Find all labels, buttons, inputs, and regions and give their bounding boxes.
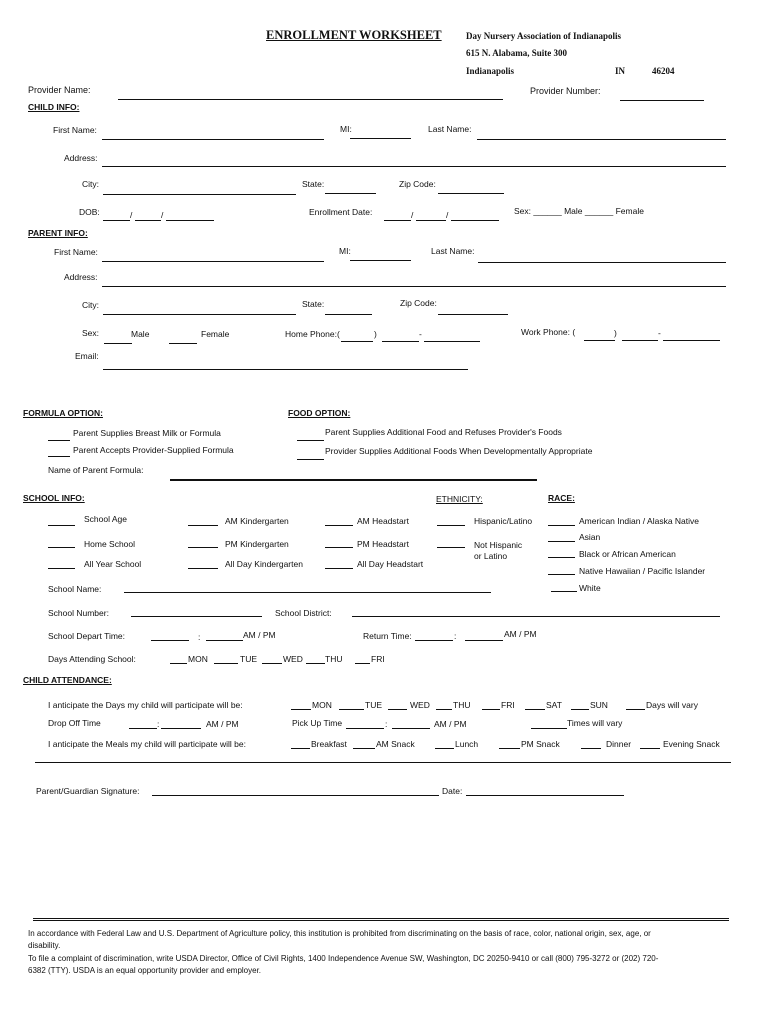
dob-month-field[interactable] [103, 220, 130, 221]
meal-dinner: Dinner [606, 739, 632, 749]
ethnicity-heading: ETHNICITY: [436, 494, 483, 504]
enroll-slash: / [446, 210, 449, 220]
race-asian: Asian [579, 532, 601, 542]
child-zip-field[interactable] [438, 193, 504, 194]
parent-state-label: State: [302, 299, 325, 309]
att-thu-blank[interactable] [436, 709, 452, 710]
pm-kindergarten: PM Kindergarten [225, 539, 289, 549]
pickup-hour-field[interactable] [346, 728, 384, 729]
parent-sex-female: Female [201, 329, 230, 339]
parent-address-label: Address: [64, 272, 98, 282]
work-phone-label: Work Phone: ( [521, 327, 576, 337]
depart-minute-field[interactable] [206, 640, 243, 641]
email-field[interactable] [103, 369, 468, 370]
signature-date-label: Date: [442, 786, 463, 796]
not-hispanic-blank[interactable] [437, 547, 465, 548]
all-year-blank[interactable] [48, 568, 75, 569]
formula-heading: FORMULA OPTION: [23, 408, 103, 418]
school-district-label: School District: [275, 608, 332, 618]
parent-state-field[interactable] [325, 314, 372, 315]
provider-name-label: Provider Name: [28, 85, 91, 95]
child-mi-field[interactable] [350, 138, 411, 139]
parent-formula-name-label: Name of Parent Formula: [48, 465, 144, 475]
am-kindergarten: AM Kindergarten [225, 516, 289, 526]
att-sun-blank[interactable] [571, 709, 589, 710]
parent-address-field[interactable] [102, 286, 726, 287]
child-dob-label: DOB: [79, 207, 100, 217]
allday-kindergarten: All Day Kindergarten [225, 559, 303, 569]
times-vary-blank[interactable] [531, 728, 567, 729]
section-divider [35, 762, 731, 763]
pm-h-blank[interactable] [325, 547, 353, 548]
nondiscrimination-statement: In accordance with Federal Law and U.S. Department of Agriculture policy, this institution is prohibited from discriminating on the basis of race, color, national origin, sex, age, or disability. [28, 929, 651, 950]
home-phone-prefix-field[interactable] [382, 341, 419, 342]
child-first-name-label: First Name: [53, 125, 97, 135]
school-thu-blank[interactable] [306, 663, 325, 664]
parent-formula-name-field[interactable] [170, 479, 537, 481]
lunch-blank[interactable] [435, 748, 454, 749]
race-american-indian: American Indian / Alaska Native [579, 516, 700, 526]
food-opt2-blank[interactable] [297, 459, 324, 460]
child-city-label: City: [82, 179, 99, 189]
not-hispanic-2: or Latino [474, 551, 508, 561]
parent-zip-label: Zip Code: [400, 298, 437, 308]
att-mon: MON [312, 700, 332, 710]
depart-ampm[interactable]: AM / PM [243, 630, 276, 640]
org-city: Indianapolis [466, 66, 515, 76]
school-age: School Age [84, 514, 128, 524]
school-wed: WED [283, 654, 303, 664]
child-state-field[interactable] [325, 193, 376, 194]
enroll-day-field[interactable] [416, 220, 446, 221]
parent-info-heading: PARENT INFO: [28, 228, 88, 238]
race-heading: RACE: [548, 493, 575, 503]
child-zip-label: Zip Code: [399, 179, 436, 189]
org-street: 615 N. Alabama, Suite 300 [466, 48, 568, 58]
hispanic-latino: Hispanic/Latino [474, 516, 533, 526]
attendance-heading: CHILD ATTENDANCE: [23, 675, 112, 685]
att-wed: WED [410, 700, 430, 710]
signature-date-field[interactable] [466, 795, 624, 796]
hispanic-blank[interactable] [437, 525, 465, 526]
allday-headstart: All Day Headstart [357, 559, 424, 569]
dob-year-field[interactable] [166, 220, 214, 221]
work-phone-area-field[interactable] [584, 340, 615, 341]
depart-colon: : [198, 632, 201, 642]
school-fri-blank[interactable] [355, 663, 370, 664]
return-minute-field[interactable] [465, 640, 503, 641]
att-sat-blank[interactable] [525, 709, 545, 710]
race-3-blank[interactable] [548, 557, 575, 558]
school-fri: FRI [371, 654, 385, 664]
race-1-blank[interactable] [548, 525, 575, 526]
home-phone-dash: - [419, 329, 422, 339]
pickup-ampm[interactable]: AM / PM [434, 719, 467, 729]
footer-divider [33, 918, 729, 921]
child-last-name-field[interactable] [477, 139, 726, 140]
parent-zip-field[interactable] [438, 314, 508, 315]
food-opt1-blank[interactable] [297, 440, 324, 441]
home-phone-paren: ) [374, 329, 377, 339]
depart-time-label: School Depart Time: [48, 631, 126, 641]
provider-name-field[interactable] [118, 99, 503, 100]
home-phone-label: Home Phone:( [285, 329, 340, 339]
meal-pm-snack: PM Snack [521, 739, 560, 749]
food-opt1: Parent Supplies Additional Food and Refuses Provider's Foods [325, 427, 562, 437]
complaint-statement: To file a complaint of discrimination, write USDA Director, Office of Civil Rights, 1400 Independence Avenue SW, Washington, DC 20250-9410 or call (800) 795-3272 or (202) 720-6382 (TTY). USDA is an equal opportunity provider and employer. [28, 954, 659, 975]
school-number-label: School Number: [48, 608, 109, 618]
child-first-name-field[interactable] [102, 139, 324, 140]
parent-mi-field[interactable] [350, 260, 411, 261]
work-phone-dash: - [658, 328, 661, 338]
days-attending-label: Days Attending School: [48, 654, 136, 664]
dropoff-colon: : [157, 719, 160, 729]
provider-number-field[interactable] [620, 100, 704, 101]
meal-breakfast: Breakfast [311, 739, 347, 749]
parent-sex-male: Male [131, 329, 150, 339]
parent-city-label: City: [82, 300, 99, 310]
school-name-field[interactable] [124, 592, 491, 593]
parent-last-name-label: Last Name: [431, 246, 475, 256]
parent-sex-female-blank[interactable] [169, 343, 197, 344]
race-2-blank[interactable] [548, 541, 575, 542]
school-number-field[interactable] [131, 616, 262, 617]
am-h-blank[interactable] [325, 525, 353, 526]
work-phone-prefix-field[interactable] [622, 340, 658, 341]
pickup-minute-field[interactable] [392, 728, 430, 729]
email-label: Email: [75, 351, 99, 361]
dob-slash: / [130, 210, 133, 220]
not-hispanic-1: Not Hispanic [474, 540, 523, 550]
meal-am-snack: AM Snack [376, 739, 415, 749]
school-tue: TUE [240, 654, 257, 664]
race-native-hawaiian: Native Hawaiian / Pacific Islander [579, 566, 706, 576]
school-thu: THU [325, 654, 343, 664]
child-sex-options[interactable]: Sex: ______ Male ______ Female [514, 206, 644, 216]
provider-number-label: Provider Number: [530, 86, 601, 96]
dropoff-ampm[interactable]: AM / PM [206, 719, 239, 729]
school-age-blank[interactable] [48, 525, 75, 526]
race-5-blank[interactable] [551, 591, 577, 592]
dinner-blank[interactable] [581, 748, 601, 749]
org-name: Day Nursery Association of Indianapolis [466, 31, 622, 41]
att-wed-blank[interactable] [388, 709, 407, 710]
meals-label: I anticipate the Meals my child will participate will be: [48, 739, 246, 749]
pm-k-blank[interactable] [188, 547, 218, 548]
school-district-field[interactable] [352, 616, 720, 617]
enroll-year-field[interactable] [451, 220, 499, 221]
parent-sex-male-blank[interactable] [104, 343, 132, 344]
att-mon-blank[interactable] [291, 709, 311, 710]
pm-snack-blank[interactable] [499, 748, 520, 749]
parent-first-name-field[interactable] [102, 261, 324, 262]
dob-slash: / [161, 210, 164, 220]
dropoff-minute-field[interactable] [161, 728, 201, 729]
child-city-field[interactable] [103, 194, 296, 195]
child-mi-label: MI: [340, 124, 352, 134]
am-headstart: AM Headstart [357, 516, 409, 526]
evening-snack-blank[interactable] [640, 748, 660, 749]
signature-field[interactable] [152, 795, 439, 796]
school-info-heading: SCHOOL INFO: [23, 493, 85, 503]
pickup-label: Pick Up Time [292, 718, 343, 728]
work-phone-paren: ) [614, 328, 617, 338]
att-days-vary-blank[interactable] [626, 709, 645, 710]
att-days-vary: Days will vary [646, 700, 698, 710]
all-year-school: All Year School [84, 559, 142, 569]
return-hour-field[interactable] [415, 640, 453, 641]
breakfast-blank[interactable] [291, 748, 310, 749]
school-wed-blank[interactable] [262, 663, 282, 664]
parent-last-name-field[interactable] [478, 262, 726, 263]
meal-lunch: Lunch [455, 739, 479, 749]
att-tue: TUE [365, 700, 382, 710]
pm-headstart: PM Headstart [357, 539, 409, 549]
child-state-label: State: [302, 179, 325, 189]
times-vary: Times will vary [567, 718, 623, 728]
return-time-label: Return Time: [363, 631, 412, 641]
work-phone-line-field[interactable] [663, 340, 720, 341]
att-fri-blank[interactable] [482, 709, 500, 710]
am-k-blank[interactable] [188, 525, 218, 526]
food-heading: FOOD OPTION: [288, 408, 351, 418]
meal-evening-snack: Evening Snack [663, 739, 720, 749]
school-name-label: School Name: [48, 584, 102, 594]
am-snack-blank[interactable] [353, 748, 375, 749]
race-4-blank[interactable] [548, 574, 575, 575]
school-mon-blank[interactable] [170, 663, 187, 664]
race-white: White [579, 583, 601, 593]
page-title: ENROLLMENT WORKSHEET [266, 28, 442, 42]
parent-sex-label: Sex: [82, 328, 100, 338]
home-phone-area-field[interactable] [341, 341, 373, 342]
parent-first-name-label: First Name: [54, 247, 98, 257]
home-school-blank[interactable] [48, 547, 75, 548]
dropoff-hour-field[interactable] [129, 728, 157, 729]
enroll-month-field[interactable] [384, 220, 411, 221]
org-state: IN [615, 66, 626, 76]
return-colon: : [454, 631, 457, 641]
school-mon: MON [188, 654, 208, 664]
allday-h-blank[interactable] [325, 568, 353, 569]
pickup-colon: : [385, 719, 388, 729]
return-ampm[interactable]: AM / PM [504, 629, 537, 639]
child-address-field[interactable] [102, 166, 726, 167]
parent-city-field[interactable] [103, 314, 296, 315]
signature-label: Parent/Guardian Signature: [36, 786, 140, 796]
formula-opt1: Parent Supplies Breast Milk or Formula [73, 428, 221, 438]
att-thu: THU [453, 700, 471, 710]
home-school: Home School [84, 539, 136, 549]
days-participate-label: I anticipate the Days my child will participate will be: [48, 700, 243, 710]
dropoff-label: Drop Off Time [48, 718, 101, 728]
school-tue-blank[interactable] [214, 663, 238, 664]
enrollment-date-label: Enrollment Date: [309, 207, 373, 217]
enroll-slash: / [411, 210, 414, 220]
formula-opt1-blank[interactable] [48, 440, 70, 441]
att-sat: SAT [546, 700, 562, 710]
dob-day-field[interactable] [135, 220, 161, 221]
depart-hour-field[interactable] [151, 640, 189, 641]
att-tue-blank[interactable] [339, 709, 364, 710]
child-last-name-label: Last Name: [428, 124, 472, 134]
parent-mi-label: MI: [339, 246, 351, 256]
child-address-label: Address: [64, 153, 98, 163]
formula-opt2-blank[interactable] [48, 456, 70, 457]
race-black: Black or African American [579, 549, 676, 559]
child-info-heading: CHILD INFO: [28, 102, 80, 112]
org-zip: 46204 [652, 66, 675, 76]
att-fri: FRI [501, 700, 515, 710]
allday-k-blank[interactable] [188, 568, 218, 569]
food-opt2: Provider Supplies Additional Foods When Developmentally Appropriate [325, 446, 593, 456]
home-phone-line-field[interactable] [424, 341, 480, 342]
formula-opt2: Parent Accepts Provider-Supplied Formula [73, 445, 234, 455]
att-sun: SUN [590, 700, 608, 710]
